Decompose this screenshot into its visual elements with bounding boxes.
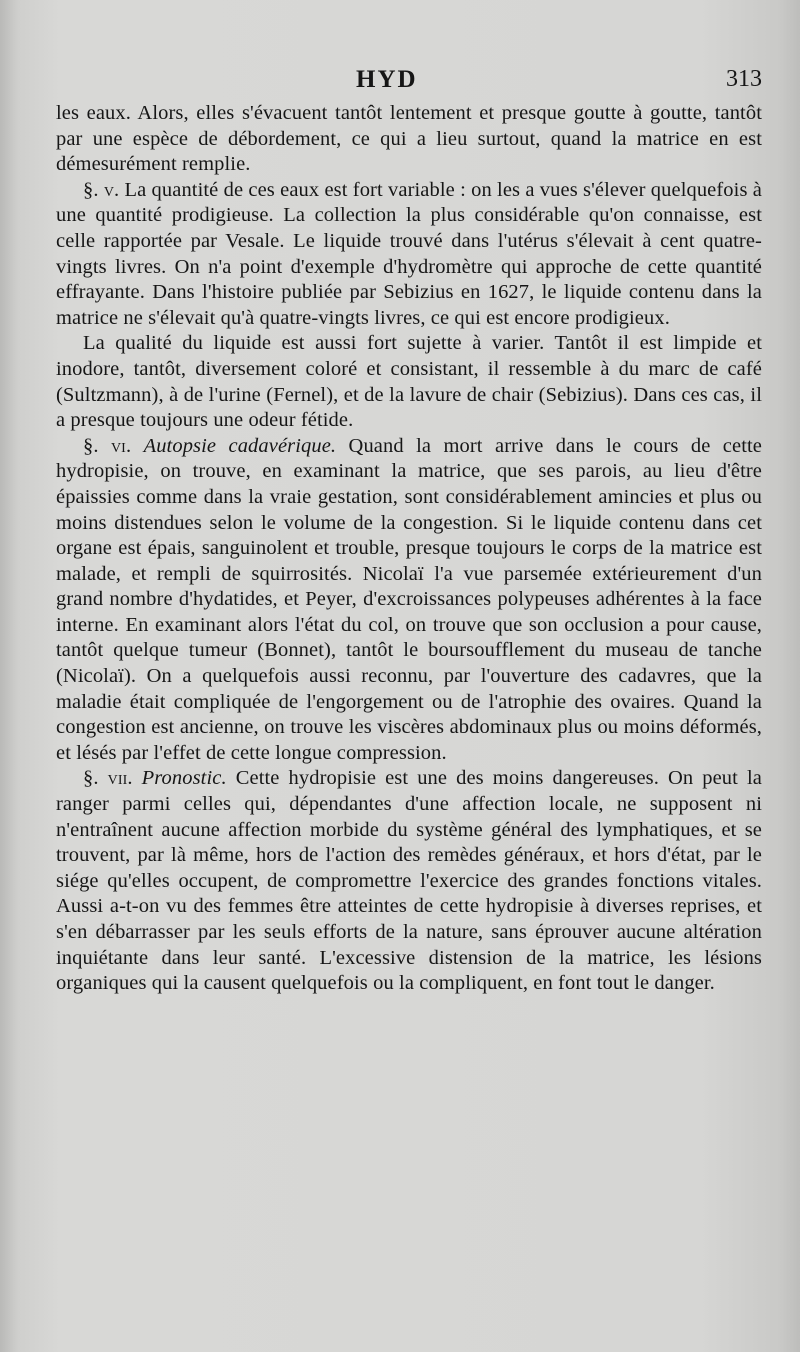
section-number: §. vi.	[83, 434, 132, 457]
section-title: Autopsie cadavérique.	[143, 434, 337, 457]
page-header	[56, 64, 762, 100]
paragraph-section-v: §. v. La quantité de ces eaux est fort variable : on les a vues s'élever quelquefois à une quantité prodigieuse. La collection la plus considérable qu'on connaisse, est celle rapportée par Vesale. Le liquide trouvé dans l'utérus s'élevait à cent quatre-vingts livres. On n'a point d'exemple d'hydromètre qui approche de cette quantité effrayante. Dans l'histoire publiée par Sebizius en 1627, le liquide contenu dans la matrice ne s'élevait qu'à quatre-vingts livres, ce qui est encore prodigieux.	[56, 178, 762, 329]
section-number: §. vii.	[83, 767, 133, 790]
paragraph-section-vi: §. vi. Autopsie cadavérique. Quand la mort arrive dans le cours de cette hydropisie, on trouve, en examinant la matrice, que ses parois, au lieu d'être épaissies comme dans la vraie gestation, sont considérablement amincies et plus ou moins distendues selon le volume de la congestion. Si le liquide contenu dans cet organe est épais, sanguinolent et trouble, presque toujours le corps de la matrice est malade, et rempli de squirrosités. Nicolaï l'a vue parsemée extérieurement d'un grand nombre d'hydatides, et Peyer, d'excroissances polypeuses adhérentes à la face interne. En examinant alors l'état du col, on trouve que son occlusion a pour cause, tantôt quelque tumeur (Bonnet), tantôt le boursoufflement du museau de tanche (Nicolaï). On a quelquefois aussi reconnu, par l'ouverture des cadavres, que la maladie était compliquée de l'engorgement ou de l'atrophie des ovaires. Quand la congestion est ancienne, on trouve les viscères abdominaux plus ou moins déformés, et lésés par l'effet de cette longue compression.	[56, 434, 762, 764]
paragraph-1: les eaux. Alors, elles s'évacuent tantôt lentement et presque goutte à goutte, tantôt par une espèce de débordement, ce qui a lieu surtout, quand la matrice en est démesurément remplie.	[56, 102, 762, 176]
body-text	[56, 101, 762, 997]
section-title: Pronostic.	[141, 767, 227, 790]
paragraph-3: La qualité du liquide est aussi fort sujette à varier. Tantôt il est limpide et inodore, tantôt, diversement coloré et consistant, il ressemble à du marc de café (Sultzmann), à de l'urine (Fernel), et de la lavure de chair (Sebizius). Dans ces cas, il a presque toujours une odeur fétide.	[56, 332, 762, 432]
paragraph-section-vii: §. vii. Pronostic. Cette hydropisie est une des moins dangereuses. On peut la ranger parmi celles qui, dépendantes d'une affection locale, ne supposent ni n'entraînent aucune affection morbide du système général des lymphatiques, et se trouvent, par là même, hors de l'action des remèdes généraux, et hors d'état, par le siége qu'elles occupent, de compromettre l'exercice des grandes fonctions vitales. Aussi a-t-on vu des femmes être atteintes de cette hydropisie à diverses reprises, et s'en débarrasser par les seuls efforts de la nature, sans éprouver aucune altération inquiétante dans leur santé. L'excessive distension de la matrice, les lésions organiques qui la causent quelquefois ou la compliquent, en font tout le danger.	[56, 767, 762, 995]
running-head: HYD	[356, 66, 418, 93]
section-number: §. v.	[83, 178, 120, 201]
page-number: 313	[726, 66, 762, 92]
